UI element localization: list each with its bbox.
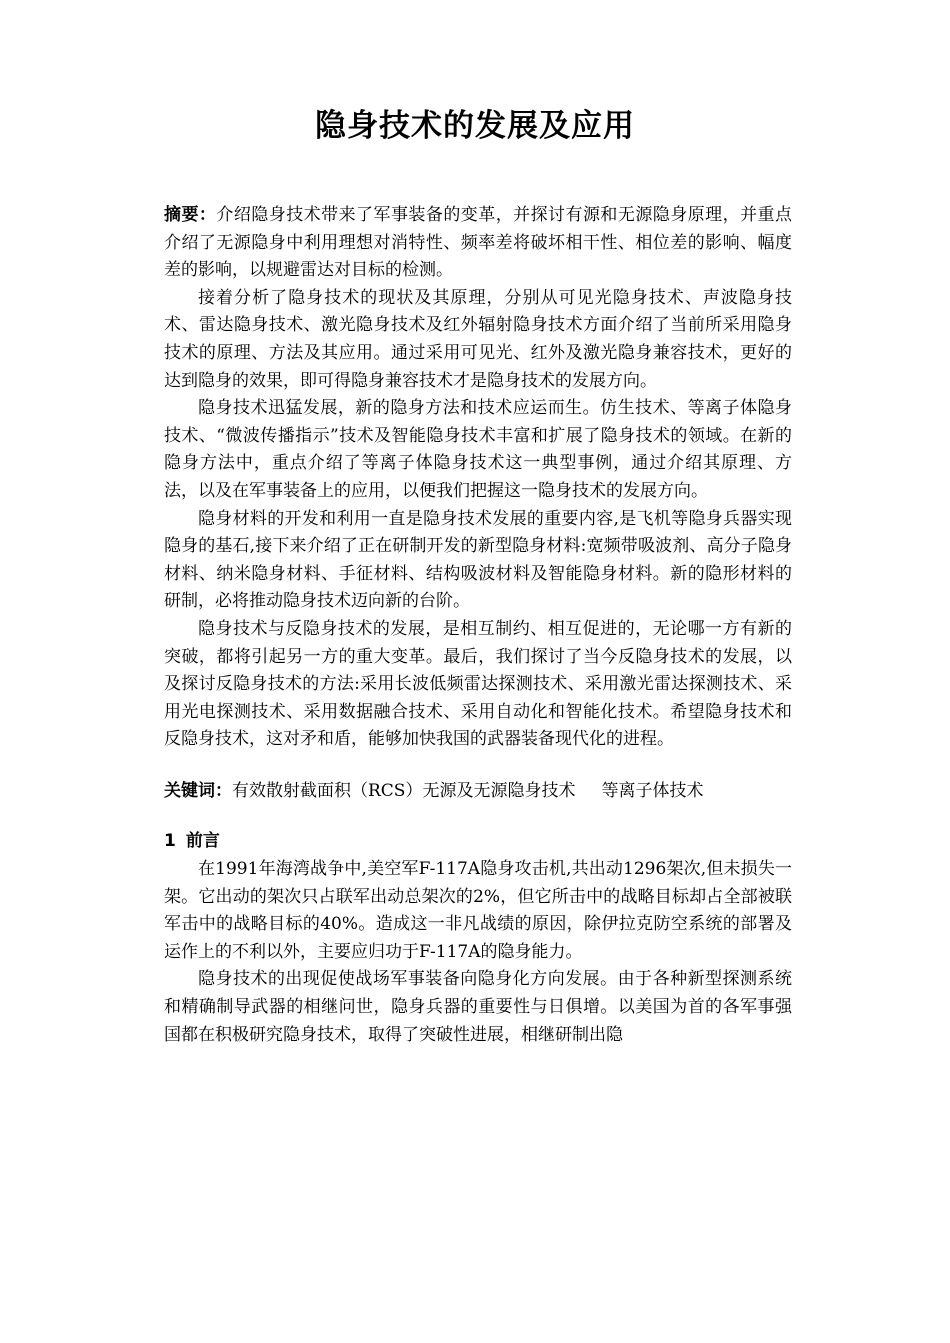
section-heading bbox=[164, 828, 792, 856]
section-paragraph-1: 在1991年海湾战争中,美空军F-117A隐身攻击机,共出动1296架次,但未损失一架。它出动的架次只占联军出动总架次的2%，但它所击中的战略目标却占全部被联军击中的战略目标的40%。造成这一非凡战绩的原因，除伊拉克防空系统的部署及运作上的不利以外，主要应归功于F-117A的隐身能力。 bbox=[164, 859, 792, 962]
document-title: 隐身技术的发展及应用 bbox=[315, 108, 635, 144]
abstract-paragraph-2: 接着分析了隐身技术的现状及其原理，分别从可见光隐身技术、声波隐身技术、雷达隐身技术、激光隐身技术及红外辐射隐身技术方面介绍了当前所采用隐身技术的原理、方法及其应用。通过采用可见光、红外及激光隐身兼容技术，更好的达到隐身的效果，即可得隐身兼容技术才是隐身技术的发展方向。 bbox=[164, 287, 792, 391]
section-paragraph-2: 隐身技术的出现促使战场军事装备向隐身化方向发展。由于各种新型探测系统和精确制导武器的相继问世，隐身兵器的重要性与日俱增。以美国为首的各军事强国都在积极研究隐身技术，取得了突破性进展，相继研制出隐 bbox=[164, 969, 792, 1045]
section-number: 1 bbox=[164, 831, 176, 852]
keywords-line bbox=[164, 778, 792, 806]
abstract-label: 摘要： bbox=[164, 205, 217, 225]
keyword-item-1: 有效散射截面积（RCS）无源及无源隐身技术 bbox=[232, 780, 576, 801]
keyword-item-2: 等离子体技术 bbox=[601, 780, 704, 801]
abstract-text-1: 介绍隐身技术带来了军事装备的变革，并探讨有源和无源隐身原理，并重点介绍了无源隐身中利用理想对消特性、频率差将破坏相干性、相位差的影响、幅度差的影响，以规避雷达对目标的检测。 bbox=[164, 205, 793, 281]
abstract-paragraph-3: 隐身技术迅猛发展，新的隐身方法和技术应运而生。仿生技术、等离子体隐身技术、“微波传播指示”技术及智能隐身技术丰富和扩展了隐身技术的领域。在新的隐身方法中，重点介绍了等离子体隐身技术这一典型事例，通过介绍其原理、方法，以及在军事装备上的应用，以便我们把握这一隐身技术的发展方向。 bbox=[164, 398, 792, 501]
abstract-paragraph-1 bbox=[164, 202, 792, 285]
abstract-paragraph-5: 隐身技术与反隐身技术的发展，是相互制约、相互促进的，无论哪一方有新的突破，都将引起另一方的重大变革。最后，我们探讨了当今反隐身技术的发展，以及探讨反隐身技术的方法:采用长波低频雷达探测技术、采用激光雷达探测技术、采用光电探测技术、采用数据融合技术、采用自动化和智能化技术。希望隐身技术和反隐身技术，这对矛和盾，能够加快我国的武器装备现代化的进程。 bbox=[164, 618, 792, 750]
document-body bbox=[164, 202, 792, 1049]
section-title: 前言 bbox=[185, 831, 220, 852]
abstract-paragraph-4: 隐身材料的开发和利用一直是隐身技术发展的重要内容,是飞机等隐身兵器实现隐身的基石,接下来介绍了正在研制开发的新型隐身材料:宽频带吸波剂、高分子隐身材料、纳米隐身材料、手征材料、结构吸波材料及智能隐身材料。新的隐形材料的研制，必将推动隐身技术迈向新的台阶。 bbox=[164, 508, 792, 612]
keywords-label: 关键词： bbox=[164, 780, 232, 801]
